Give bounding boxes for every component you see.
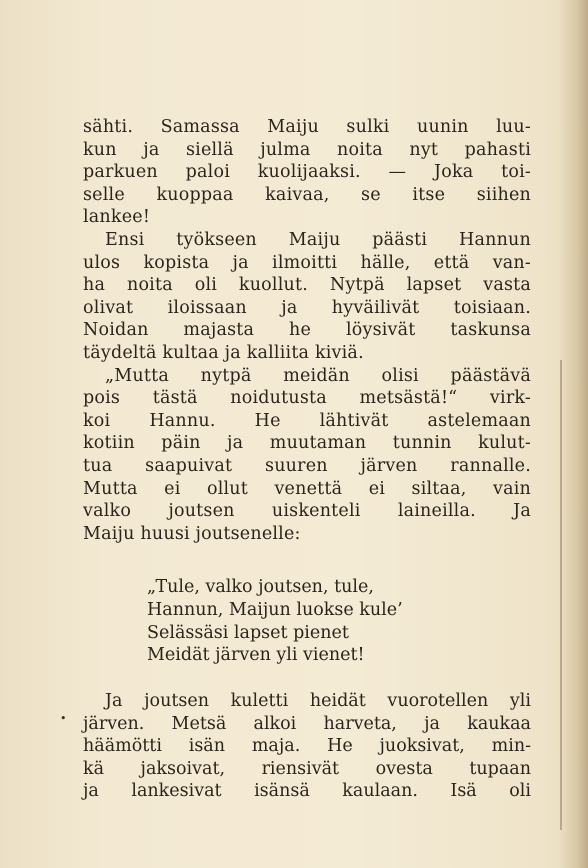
text-line: Noidan majasta he löysivät taskunsa xyxy=(83,320,531,341)
text-line: valko joutsen uiskenteli laineilla. Ja xyxy=(83,501,531,522)
text-line: ulos kopista ja ilmoitti hälle, että van- xyxy=(83,252,531,273)
poem-line: Hannun, Maijun luokse kule’ xyxy=(147,599,403,620)
text-line: kotiin päin ja muutaman tunnin kulut- xyxy=(83,433,531,454)
poem-line: Meidät järven yli vienet! xyxy=(147,645,365,666)
text-line: Ensi työkseen Maiju päästi Hannun xyxy=(105,229,531,250)
text-line: kä jaksoivat, riensivät ovesta tupaan xyxy=(83,758,531,779)
text-line: „Mutta nytpä meidän olisi päästävä xyxy=(105,365,531,386)
body-text-bottom xyxy=(83,690,531,803)
text-line: tua saapuivat suuren järven rannalle. xyxy=(83,455,531,476)
page-edge-shadow xyxy=(560,0,588,868)
text-line: kun ja siellä julma noita nyt pahasti xyxy=(83,139,531,160)
margin-mark: • xyxy=(60,712,67,725)
text-line: häämötti isän maja. He juoksivat, min- xyxy=(83,736,531,757)
text-line: ja lankesivat isänsä kaulaan. Isä oli xyxy=(83,781,531,802)
text-line: olivat iloissaan ja hyväilivät toisiaan. xyxy=(83,297,531,318)
text-line: selle kuoppaa kaivaa, se itse siihen xyxy=(83,184,531,205)
poem-stanza xyxy=(147,576,403,667)
text-line: lankee! xyxy=(83,207,151,228)
text-line: sähti. Samassa Maiju sulki uunin luu- xyxy=(83,117,531,137)
text-line: ha noita oli kuollut. Nytpä lapset vasta xyxy=(83,275,531,296)
text-line: Ja joutsen kuletti heidät vuorotellen yli xyxy=(105,691,531,711)
text-line: Maiju huusi joutsenelle: xyxy=(83,523,301,544)
text-line: koi Hannu. He lähtivät astelemaan xyxy=(83,410,531,431)
text-line: parkuen paloi kuolijaaksi. — Joka toi- xyxy=(83,162,531,183)
text-line: järven. Metsä alkoi harveta, ja kaukaa xyxy=(83,713,531,734)
page-edge-line xyxy=(560,360,562,830)
body-text-top xyxy=(83,116,531,545)
text-line: täydeltä kultaa ja kalliita kiviä. xyxy=(83,342,364,363)
text-line: pois tästä noidutusta metsästä!“ virk- xyxy=(83,388,531,409)
poem-line: „Tule, valko joutsen, tule, xyxy=(147,577,374,597)
text-line: Mutta ei ollut venettä ei siltaa, vain xyxy=(83,478,531,499)
poem-line: Selässäsi lapset pienet xyxy=(147,622,349,643)
